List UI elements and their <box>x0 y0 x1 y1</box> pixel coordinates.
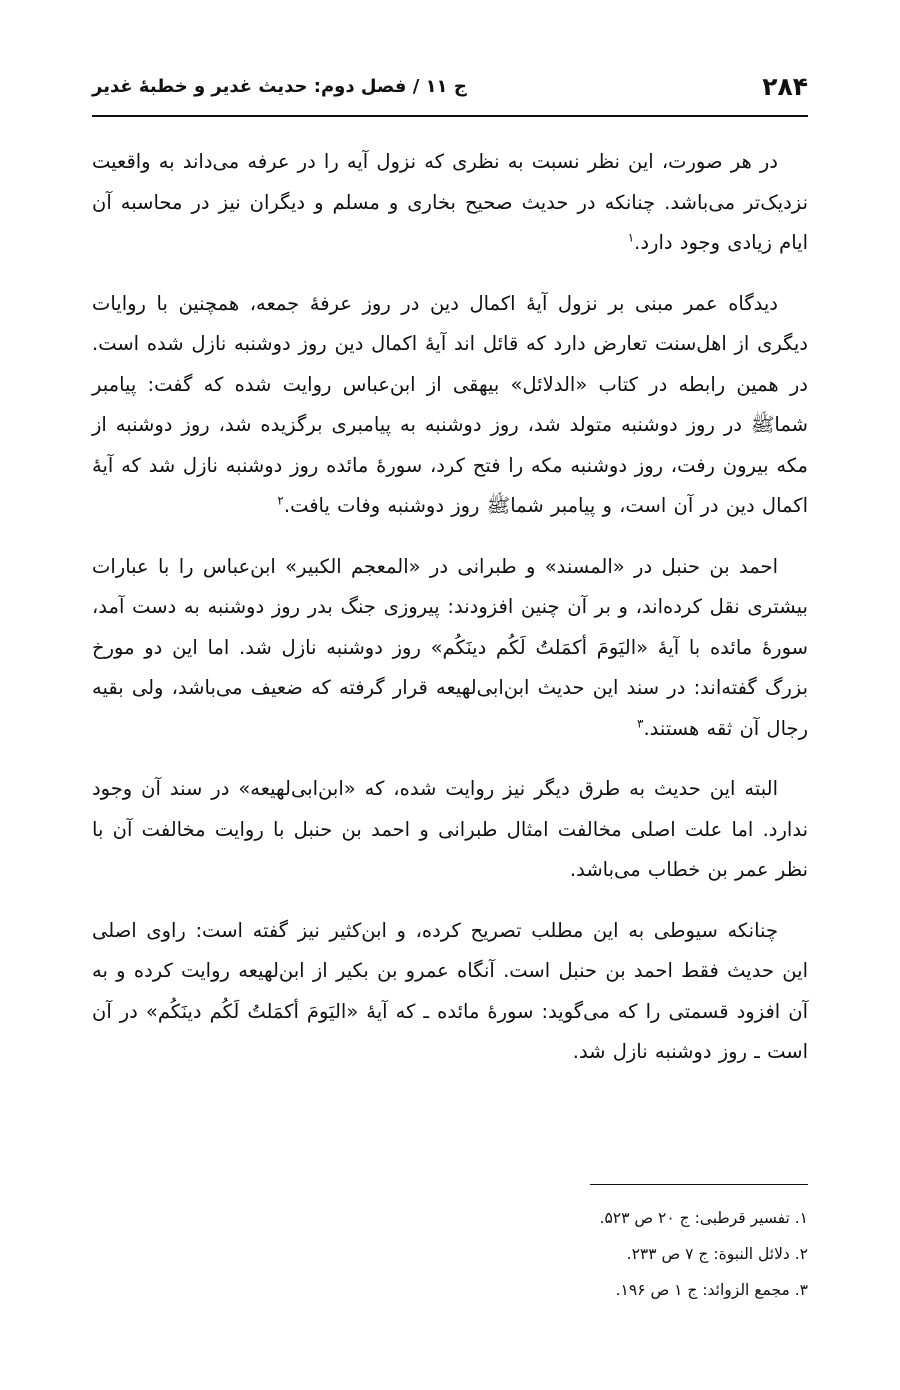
paragraph-text: چنانکه سیوطی به این مطلب تصریح کرده، و ابن‌کثیر نیز گفته است: راوی اصلی این حدیث فقط احمد بن حنبل است. آنگاه عمرو بن بکیر از ابن‌لهیعه روایت کرده و به آن افزود قسمتی را که می‌گوید: سورهٔ مائده ـ که آیهٔ «الیَومَ أکمَلتُ لَکُم دینَکُم» در آن است ـ روز دوشنبه نازل شد. <box>92 918 808 1063</box>
paragraph <box>92 769 808 891</box>
footnote-marker: ۲ <box>277 493 284 508</box>
paragraph <box>92 284 808 527</box>
footnote: ۱. تفسیر قرطبی: ج ۲۰ ص ۵۲۳. <box>599 1209 808 1227</box>
page-header <box>92 66 808 106</box>
page-number: ۲۸۴ <box>762 71 808 101</box>
paragraph-text: دیدگاه عمر مبنی بر نزول آیهٔ اکمال دین در روز عرفهٔ جمعه، همچنین با روایات دیگری از اهل‌سنت تعارض دارد که قائل اند آیهٔ اکمال دین روز دوشنبه نازل شده است. در همین رابطه در کتاب «الدلائل» بیهقی از ابن‌عباس روایت شده که گفت: پیامبر شماﷺ در روز دوشنبه متولد شد، روز دوشنبه به پیامبری برگزیده شد، روز دوشنبه از مکه بیرون رفت، روز دوشنبه مکه را فتح کرد، سورهٔ مائده روز دوشنبه نازل شد که آیهٔ اکمال دین در آن است، و پیامبر شماﷺ روز دوشنبه وفات یافت. <box>92 291 808 517</box>
paragraph-text: احمد بن حنبل در «المسند» و طبرانی در «المعجم الکبیر» ابن‌عباس را با عبارات بیشتری نقل کرده‌اند، و بر آن چنین افزودند: پیروزی جنگ بدر روز دوشنبه به دست آمد، سورهٔ مائده با آیهٔ «الیَومَ أکمَلتُ لَکُم دینَکُم» روز دوشنبه نازل شد. اما این دو مورخ بزرگ گفته‌اند: در سند این حدیث ابن‌ابی‌لهیعه قرار گرفته که ضعیف می‌باشد، ولی بقیه رجال آن ثقه هستند. <box>92 554 808 740</box>
running-title: ج ۱۱ / فصل دوم: حدیث غدیر و خطبهٔ غدیر <box>92 75 467 97</box>
footnotes <box>92 1200 808 1308</box>
body-text <box>92 142 808 1093</box>
paragraph-text: در هر صورت، این نظر نسبت به نظری که نزول آیه را در عرفه می‌داند به واقعیت نزدیک‌تر می‌باشد. چنانکه در حدیث صحیح بخاری و مسلم و دیگران نیز در محاسبه آن ایام زیادی وجود دارد. <box>92 150 808 254</box>
paragraph <box>92 911 808 1073</box>
header-divider <box>92 115 808 117</box>
paragraph <box>92 142 808 264</box>
footnote-divider <box>590 1184 808 1185</box>
footnote-marker: ۱ <box>627 230 635 245</box>
paragraph <box>92 547 808 750</box>
footnote: ۲. دلائل النبوة: ج ۷ ص ۲۳۳. <box>626 1245 808 1263</box>
footnote-marker: ۳ <box>637 716 644 730</box>
footnote: ۳. مجمع الزوائد: ج ۱ ص ۱۹۶. <box>615 1281 808 1299</box>
paragraph-text: البته این حدیث به طرق دیگر نیز روایت شده، که «ابن‌ابی‌لهیعه» در سند آن وجود ندارد. اما علت اصلی مخالفت امثال طبرانی و احمد بن حنبل با روایت مخالفت آن با نظر عمر بن خطاب می‌باشد. <box>92 777 808 881</box>
